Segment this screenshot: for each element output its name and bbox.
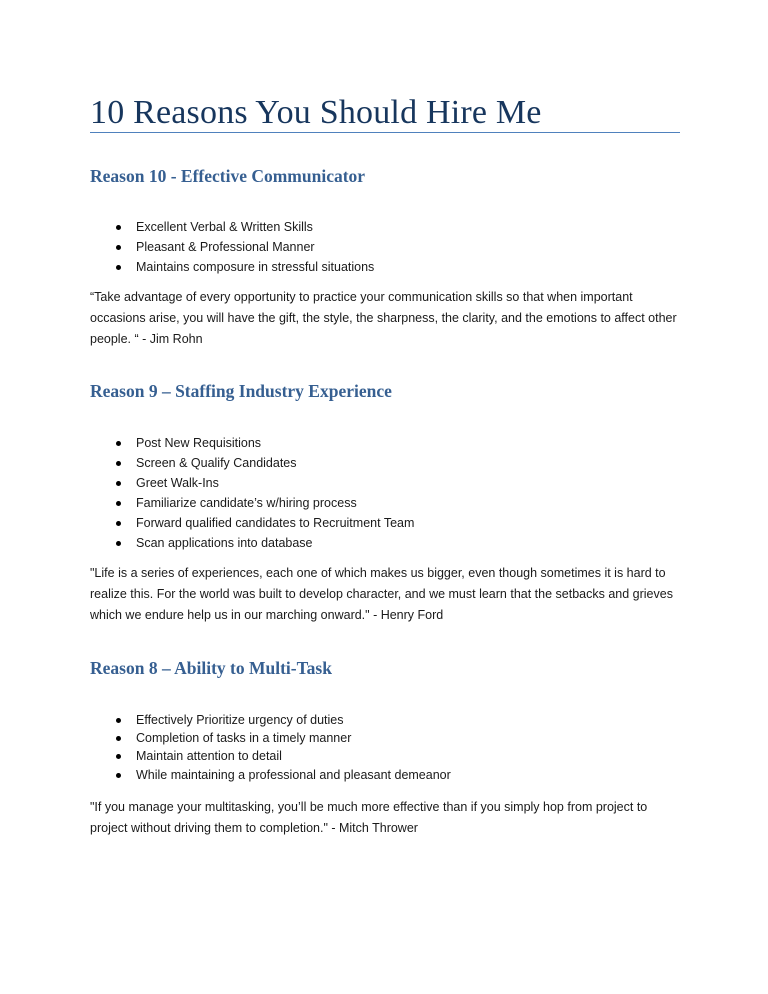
list-item-text: Effectively Prioritize urgency of duties bbox=[136, 713, 344, 727]
list-item-text: Forward qualified candidates to Recruitment Team bbox=[136, 516, 415, 530]
bullet-icon bbox=[116, 736, 121, 741]
list-item-text: Post New Requisitions bbox=[136, 436, 262, 450]
bullet-icon bbox=[116, 225, 121, 230]
list-item-text: While maintaining a professional and pleasant demeanor bbox=[136, 768, 451, 782]
list-item bbox=[90, 493, 682, 513]
list-item-text: Scan applications into database bbox=[136, 536, 313, 550]
list-item bbox=[90, 237, 682, 257]
bullet-icon bbox=[116, 481, 121, 486]
bullet-icon bbox=[116, 754, 121, 759]
bullet-icon bbox=[116, 718, 121, 723]
list-item-text: Maintains composure in stressful situations bbox=[136, 260, 375, 274]
bullet-icon bbox=[116, 501, 121, 506]
title-divider bbox=[90, 132, 680, 133]
bullet-list bbox=[90, 217, 682, 277]
section-heading: Reason 8 – Ability to Multi-Task bbox=[90, 658, 332, 678]
list-item bbox=[90, 257, 682, 277]
list-item bbox=[90, 765, 682, 785]
bullet-list bbox=[90, 433, 682, 553]
list-item-text: Pleasant & Professional Manner bbox=[136, 240, 315, 254]
list-item bbox=[90, 533, 682, 553]
bullet-icon bbox=[116, 441, 121, 446]
list-item-text: Maintain attention to detail bbox=[136, 749, 282, 763]
section-quote: "Life is a series of experiences, each one of which makes us bigger, even though sometimes it is hard to realize this. For the world was built to develop character, and we must learn that the setbacks and grieves which we endure help us in our marching onward." - Henry Ford bbox=[90, 566, 673, 622]
list-item bbox=[90, 433, 682, 453]
bullet-icon bbox=[116, 461, 121, 466]
list-item-text: Completion of tasks in a timely manner bbox=[136, 731, 352, 745]
list-item bbox=[90, 513, 682, 533]
list-item-text: Screen & Qualify Candidates bbox=[136, 456, 297, 470]
list-item bbox=[90, 711, 682, 729]
section-heading: Reason 9 – Staffing Industry Experience bbox=[90, 381, 392, 401]
list-item bbox=[90, 217, 682, 237]
list-item bbox=[90, 453, 682, 473]
section-reason-9 bbox=[90, 381, 682, 626]
document-title: 10 Reasons You Should Hire Me bbox=[90, 94, 542, 131]
bullet-icon bbox=[116, 245, 121, 250]
section-heading: Reason 10 - Effective Communicator bbox=[90, 166, 366, 186]
list-item bbox=[90, 473, 682, 493]
list-item-text: Familiarize candidate’s w/hiring process bbox=[136, 496, 357, 510]
list-item-text: Greet Walk-Ins bbox=[136, 476, 219, 490]
list-item-text: Excellent Verbal & Written Skills bbox=[136, 220, 313, 234]
bullet-icon bbox=[116, 521, 121, 526]
section-quote: "If you manage your multitasking, you’ll be much more effective than if you simply hop from project to project without driving them to completion." - Mitch Thrower bbox=[90, 800, 648, 835]
bullet-icon bbox=[116, 541, 121, 546]
section-reason-8 bbox=[90, 658, 682, 839]
list-item bbox=[90, 747, 682, 765]
bullet-icon bbox=[116, 265, 121, 270]
section-reason-10 bbox=[90, 166, 682, 350]
bullet-list bbox=[90, 711, 682, 785]
bullet-icon bbox=[116, 773, 121, 778]
list-item bbox=[90, 729, 682, 747]
section-quote: “Take advantage of every opportunity to practice your communication skills so that when important occasions arise, you will have the gift, the style, the sharpness, the clarity, and the emotions to affect other people. “ - Jim Rohn bbox=[90, 290, 677, 346]
